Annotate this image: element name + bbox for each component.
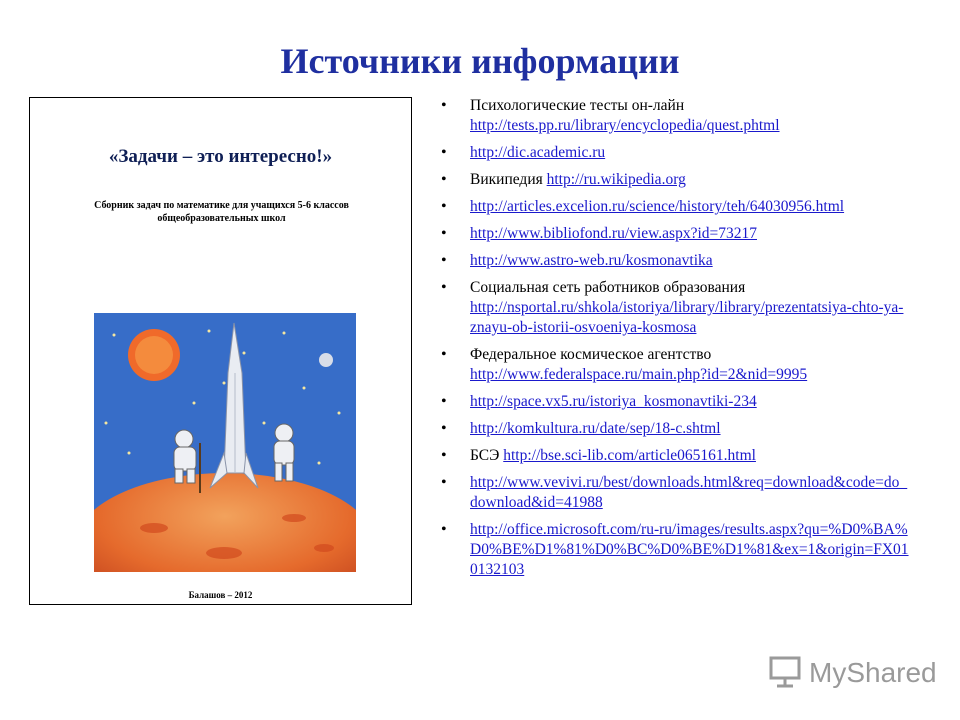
source-label: Федеральное космическое агентство (470, 346, 712, 363)
list-item (440, 419, 910, 439)
page-title: Источники информации (280, 41, 680, 81)
myshared-watermark (767, 655, 937, 691)
cover-footer: Балашов – 2012 (188, 590, 253, 600)
sources-list (440, 96, 910, 587)
list-item (440, 446, 910, 466)
list-item (440, 170, 910, 190)
source-link[interactable]: http://bse.sci-lib.com/article065161.html (503, 447, 756, 464)
source-link[interactable]: http://articles.excelion.ru/science/history/teh/64030956.html (470, 198, 845, 215)
source-link[interactable]: http://space.vx5.ru/istoriya_kosmonavtiki-234 (470, 393, 757, 410)
list-item (440, 224, 910, 244)
source-link[interactable]: http://nsportal.ru/shkola/istoriya/library/library/prezentatsiya-chto-ya-znayu-ob-istorii-osvoeniya-kosmosa (470, 299, 904, 336)
source-link[interactable]: http://www.bibliofond.ru/view.aspx?id=73217 (470, 225, 757, 242)
source-link[interactable]: http://www.vevivi.ru/best/downloads.html&req=download&code=do_download&id=41988 (470, 474, 908, 511)
source-label: Психологические тесты он-лайн (470, 97, 685, 114)
source-link[interactable]: http://office.microsoft.com/ru-ru/images/results.aspx?qu=%D0%BA%D0%BE%D1%81%D0%BC%D0%BE%D1%81&ex=1&origin=FX010132103 (470, 521, 909, 578)
source-label: Википедия (470, 171, 547, 188)
list-item (440, 197, 910, 217)
list-item (440, 278, 910, 338)
source-link[interactable]: http://tests.pp.ru/library/encyclopedia/quest.phtml (470, 117, 780, 134)
book-cover-image (29, 97, 412, 605)
watermark-text: MyShared (809, 657, 937, 688)
list-item (440, 345, 910, 385)
list-item (440, 96, 910, 136)
cover-title: «Задачи – это интересно!» (108, 146, 333, 167)
list-item (440, 473, 910, 513)
source-link[interactable]: http://www.federalspace.ru/main.php?id=2&nid=9995 (470, 366, 808, 383)
list-item (440, 143, 910, 163)
cover-subtitle: Сборник задач по математике для учащихся 5-6 классов общеобразовательных школ (94, 200, 349, 224)
list-item (440, 520, 910, 580)
list-item (440, 251, 910, 271)
source-link[interactable]: http://www.astro-web.ru/kosmonavtika (470, 252, 713, 269)
list-item (440, 392, 910, 412)
source-link[interactable]: http://komkultura.ru/date/sep/18-c.shtml (470, 420, 721, 437)
source-label: Социальная сеть работников образования (470, 279, 746, 296)
space-drawing-illustration (94, 313, 356, 572)
source-link[interactable]: http://dic.academic.ru (470, 144, 606, 161)
source-label: БСЭ (470, 447, 504, 464)
source-link[interactable]: http://ru.wikipedia.org (546, 171, 686, 188)
presentation-icon (767, 655, 803, 689)
